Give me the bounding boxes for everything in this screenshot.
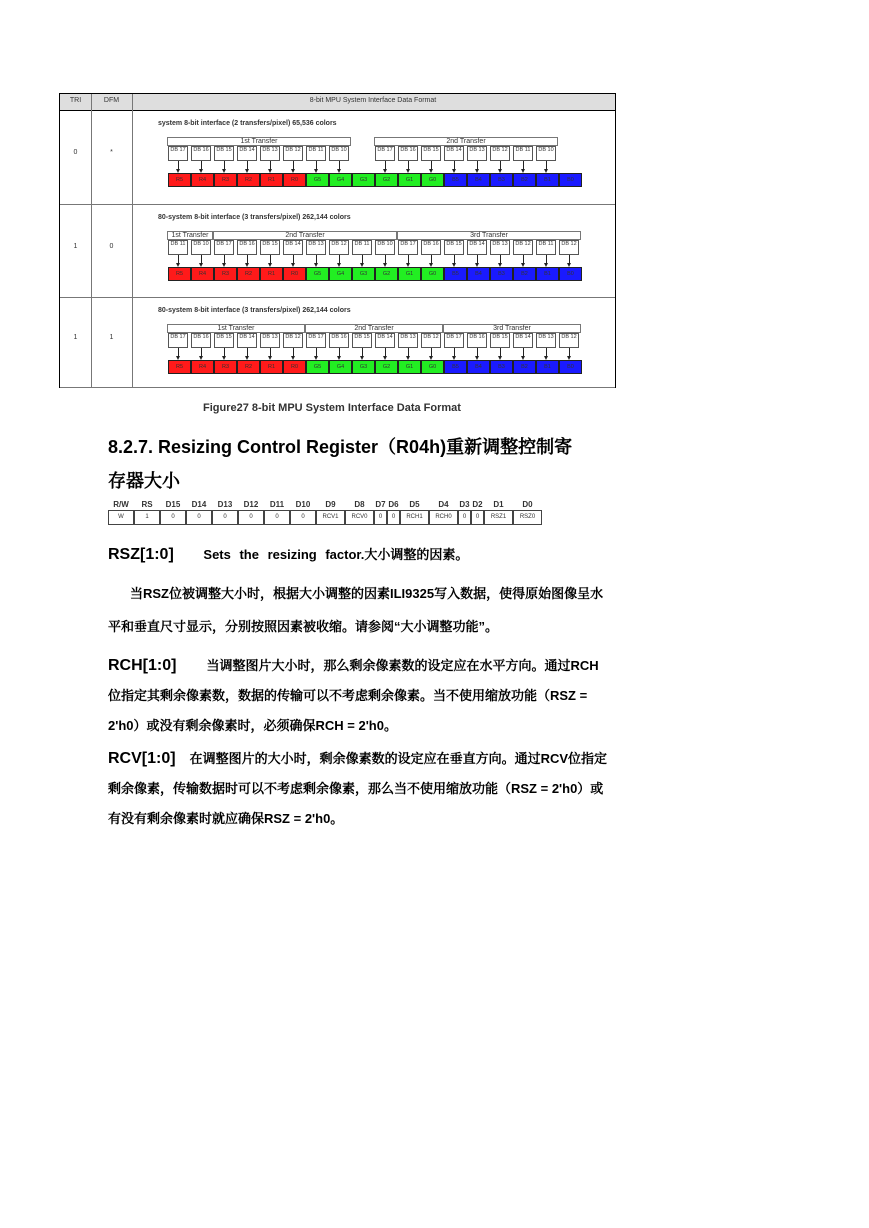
db-pin-cell: DB 17: [375, 146, 395, 161]
db-pin-cell: DB 13: [306, 240, 326, 255]
register-bit-value: RCV1: [316, 510, 345, 525]
pixel-bit-cell: G1: [398, 360, 421, 374]
arrow-icon: [477, 161, 478, 170]
arrow-icon: [178, 161, 179, 170]
register-bit-value: RCH0: [429, 510, 458, 525]
db-pin-cell: DB 14: [283, 240, 303, 255]
db-pin-cell: DB 15: [214, 146, 234, 161]
db-pin-cell: DB 10: [191, 240, 211, 255]
section-title: [108, 430, 608, 498]
pixel-bit-cell: R0: [283, 173, 306, 187]
arrow-icon: [201, 348, 202, 357]
arrow-icon: [247, 161, 248, 170]
register-bit-header: D13: [217, 500, 233, 509]
register-bit-value: 0: [290, 510, 316, 525]
register-bit-value: 0: [212, 510, 238, 525]
arrow-icon: [431, 161, 432, 170]
pixel-bit-cell: R3: [214, 173, 237, 187]
register-bit-header: D15: [165, 500, 181, 509]
db-pin-cell: DB 15: [444, 240, 464, 255]
arrow-icon: [224, 348, 225, 357]
arrow-icon: [316, 161, 317, 170]
register-bit-header: D12: [243, 500, 259, 509]
register-bit-value: 1: [134, 510, 160, 525]
arrow-icon: [385, 255, 386, 264]
register-bit-header: RS: [141, 500, 153, 509]
pixel-bit-cell: B3: [490, 267, 513, 281]
pixel-bit-cell: G1: [398, 173, 421, 187]
db-pin-cell: DB 17: [306, 333, 326, 348]
pixel-bit-cell: B5: [444, 267, 467, 281]
arrow-icon: [500, 348, 501, 357]
register-bit-value: 0: [186, 510, 212, 525]
transfer-group-label: 2nd Transfer: [213, 231, 397, 240]
register-bit-header: R/W: [113, 500, 129, 509]
arrow-icon: [523, 161, 524, 170]
arrow-icon: [523, 348, 524, 357]
rcv-paragraph: [108, 744, 608, 834]
interface-format-figure: [59, 93, 616, 388]
register-bit-header: D0: [522, 500, 533, 509]
arrow-icon: [178, 255, 179, 264]
register-bit-value: W: [108, 510, 134, 525]
db-pin-cell: DB 11: [513, 146, 533, 161]
row-dfm-value: *: [110, 149, 113, 156]
pixel-bit-cell: R5: [168, 360, 191, 374]
transfer-group-label: 1st Transfer: [167, 137, 351, 146]
db-pin-cell: DB 17: [168, 333, 188, 348]
pixel-bit-cell: B0: [559, 267, 582, 281]
section-title-line1: 8.2.7. Resizing Control Register（R04h)重新调整控制寄: [108, 437, 573, 457]
arrow-icon: [339, 161, 340, 170]
db-pin-cell: DB 12: [329, 240, 349, 255]
rch-label: RCH[1:0]: [108, 657, 177, 674]
db-pin-cell: DB 14: [513, 333, 533, 348]
pixel-bit-cell: R1: [260, 173, 283, 187]
pixel-bit-cell: R1: [260, 267, 283, 281]
pixel-bit-cell: G3: [352, 173, 375, 187]
format-row: [60, 297, 615, 388]
arrow-icon: [546, 255, 547, 264]
db-pin-cell: DB 16: [191, 146, 211, 161]
arrow-icon: [270, 348, 271, 357]
arrow-icon: [500, 161, 501, 170]
arrow-icon: [339, 348, 340, 357]
db-pin-cell: DB 13: [260, 333, 280, 348]
arrow-icon: [270, 255, 271, 264]
header-title: 8-bit MPU System Interface Data Format: [309, 97, 437, 104]
arrow-icon: [316, 255, 317, 264]
pixel-bit-cell: G5: [306, 267, 329, 281]
figure-header: [60, 94, 615, 111]
arrow-icon: [293, 255, 294, 264]
pixel-bit-cell: B1: [536, 173, 559, 187]
pixel-bit-cell: R2: [237, 267, 260, 281]
transfer-group-label: 3rd Transfer: [443, 324, 581, 333]
register-bit-value: RSZ0: [513, 510, 542, 525]
row-dfm-value: 0: [109, 242, 114, 250]
arrow-icon: [293, 348, 294, 357]
arrow-icon: [431, 255, 432, 264]
pixel-bit-cell: R5: [168, 267, 191, 281]
db-pin-cell: DB 12: [421, 333, 441, 348]
arrow-icon: [477, 255, 478, 264]
db-pin-cell: DB 14: [444, 146, 464, 161]
arrow-icon: [454, 348, 455, 357]
arrow-icon: [500, 255, 501, 264]
register-bit-header: D8: [354, 500, 365, 509]
arrow-icon: [362, 255, 363, 264]
register-bit-header: D7: [375, 500, 386, 509]
pixel-bit-cell: B3: [490, 173, 513, 187]
db-pin-cell: DB 15: [260, 240, 280, 255]
db-pin-cell: DB 13: [467, 146, 487, 161]
register-bit-value: 0: [471, 510, 484, 525]
arrow-icon: [546, 161, 547, 170]
transfer-group-label: 2nd Transfer: [374, 137, 558, 146]
rch-text: 当调整图片大小时，那么剩余像素数的设定应在水平方向。通过RCH位指定其剩余像素数，数据的传输可以不考虑剩余像素。当不使用缩放功能（RSZ = 2'h0）或没有剩余像素时，必须确保RCH = 2'h0。: [108, 658, 599, 733]
db-pin-cell: DB 13: [398, 333, 418, 348]
row-tri-value: 0: [73, 149, 78, 156]
db-pin-cell: DB 14: [375, 333, 395, 348]
pixel-bit-cell: B4: [467, 267, 490, 281]
arrow-icon: [569, 348, 570, 357]
pixel-bit-cell: G0: [421, 173, 444, 187]
db-pin-cell: DB 10: [536, 146, 556, 161]
row-tri-value: 1: [73, 334, 78, 341]
arrow-icon: [339, 255, 340, 264]
db-pin-cell: DB 15: [490, 333, 510, 348]
pixel-bit-cell: G4: [329, 173, 352, 187]
arrow-icon: [385, 161, 386, 170]
arrow-icon: [431, 348, 432, 357]
row-tri-value: 1: [73, 242, 78, 250]
pixel-bit-cell: G4: [329, 360, 352, 374]
register-bit-header: D11: [269, 500, 285, 509]
db-pin-cell: DB 12: [490, 146, 510, 161]
rsz-text: Sets the resizing factor.大小调整的因素。: [203, 547, 469, 562]
pixel-bit-cell: G2: [375, 173, 398, 187]
db-pin-cell: DB 16: [237, 240, 257, 255]
register-bit-header: D9: [325, 500, 336, 509]
register-bit-value: RCV0: [345, 510, 374, 525]
format-row: [60, 110, 615, 205]
arrow-icon: [408, 348, 409, 357]
pixel-bit-cell: B1: [536, 360, 559, 374]
pixel-bit-cell: B5: [444, 173, 467, 187]
db-pin-cell: DB 16: [191, 333, 211, 348]
db-pin-cell: DB 12: [283, 146, 303, 161]
row-interface-title: 80-system 8-bit interface (3 transfers/pixel) 262,144 colors: [158, 214, 351, 221]
db-pin-cell: DB 12: [513, 240, 533, 255]
pixel-bit-cell: B0: [559, 360, 582, 374]
register-bit-header: D3: [459, 500, 470, 509]
transfer-group-label: 2nd Transfer: [305, 324, 443, 333]
arrow-icon: [224, 255, 225, 264]
pixel-bit-cell: G2: [375, 360, 398, 374]
pixel-bit-cell: G2: [375, 267, 398, 281]
db-pin-cell: DB 13: [536, 333, 556, 348]
register-bit-value: RCH1: [400, 510, 429, 525]
register-bit-header: D2: [472, 500, 483, 509]
arrow-icon: [293, 161, 294, 170]
register-bit-header: D4: [438, 500, 449, 509]
db-pin-cell: DB 12: [559, 333, 579, 348]
arrow-icon: [454, 161, 455, 170]
arrow-icon: [408, 255, 409, 264]
rch-paragraph: [108, 651, 608, 741]
arrow-icon: [477, 348, 478, 357]
register-bit-header: D5: [409, 500, 420, 509]
db-pin-cell: DB 16: [421, 240, 441, 255]
row-interface-title: 80-system 8-bit interface (3 transfers/pixel) 262,144 colors: [158, 307, 351, 314]
header-tri: TRI: [69, 97, 82, 104]
pixel-bit-cell: B2: [513, 173, 536, 187]
db-pin-cell: DB 11: [306, 146, 326, 161]
arrow-icon: [316, 348, 317, 357]
pixel-bit-cell: B4: [467, 360, 490, 374]
db-pin-cell: DB 17: [398, 240, 418, 255]
db-pin-cell: DB 10: [329, 146, 349, 161]
pixel-bit-cell: B5: [444, 360, 467, 374]
arrow-icon: [201, 161, 202, 170]
db-pin-cell: DB 13: [490, 240, 510, 255]
arrow-icon: [247, 255, 248, 264]
header-dfm: DFM: [103, 97, 120, 104]
pixel-bit-cell: B2: [513, 360, 536, 374]
db-pin-cell: DB 17: [214, 240, 234, 255]
arrow-icon: [546, 348, 547, 357]
pixel-bit-cell: B3: [490, 360, 513, 374]
register-bit-value: 0: [374, 510, 387, 525]
arrow-icon: [224, 161, 225, 170]
db-pin-cell: DB 12: [559, 240, 579, 255]
pixel-bit-cell: G0: [421, 267, 444, 281]
register-bit-header: D10: [295, 500, 311, 509]
pixel-bit-cell: R4: [191, 267, 214, 281]
row-interface-title: system 8-bit interface (2 transfers/pixel) 65,536 colors: [158, 120, 337, 127]
pixel-bit-cell: R3: [214, 267, 237, 281]
register-bit-value: RSZ1: [484, 510, 513, 525]
rsz-body: 当RSZ位被调整大小时，根据大小调整的因素ILI9325写入数据，使得原始图像呈水平和垂直尺寸显示，分别按照因素被收缩。请参阅“大小调整功能”。: [108, 586, 604, 634]
pixel-bit-cell: B1: [536, 267, 559, 281]
format-row: [60, 204, 615, 298]
db-pin-cell: DB 11: [168, 240, 188, 255]
transfer-group-label: 3rd Transfer: [397, 231, 581, 240]
rcv-label: RCV[1:0]: [108, 750, 176, 767]
db-pin-cell: DB 13: [260, 146, 280, 161]
figure-caption: Figure27 8-bit MPU System Interface Data Format: [203, 402, 461, 414]
pixel-bit-cell: G5: [306, 173, 329, 187]
pixel-bit-cell: G3: [352, 267, 375, 281]
db-pin-cell: DB 15: [352, 333, 372, 348]
arrow-icon: [178, 348, 179, 357]
db-pin-cell: DB 16: [398, 146, 418, 161]
transfer-group-label: 1st Transfer: [167, 324, 305, 333]
arrow-icon: [247, 348, 248, 357]
pixel-bit-cell: R4: [191, 360, 214, 374]
db-pin-cell: DB 11: [536, 240, 556, 255]
rcv-text: 在调整图片的大小时，剩余像素数的设定应在垂直方向。通过RCV位指定剩余像素，传输数据时可以不考虑剩余像素，那么当不使用缩放功能（RSZ = 2'h0）或有没有剩余像素时就应确保RSZ = 2'h0。: [108, 751, 608, 826]
pixel-bit-cell: R0: [283, 360, 306, 374]
db-pin-cell: DB 17: [444, 333, 464, 348]
pixel-bit-cell: R4: [191, 173, 214, 187]
pixel-bit-cell: G4: [329, 267, 352, 281]
arrow-icon: [454, 255, 455, 264]
db-pin-cell: DB 14: [237, 146, 257, 161]
arrow-icon: [408, 161, 409, 170]
register-bit-header: D1: [493, 500, 504, 509]
register-bit-value: 0: [387, 510, 400, 525]
arrow-icon: [201, 255, 202, 264]
db-pin-cell: DB 17: [168, 146, 188, 161]
register-bit-value: 0: [264, 510, 290, 525]
pixel-bit-cell: R2: [237, 360, 260, 374]
pixel-bit-cell: R5: [168, 173, 191, 187]
arrow-icon: [385, 348, 386, 357]
rsz-label: RSZ[1:0]: [108, 546, 174, 563]
pixel-bit-cell: R3: [214, 360, 237, 374]
db-pin-cell: DB 15: [214, 333, 234, 348]
db-pin-cell: DB 14: [467, 240, 487, 255]
db-pin-cell: DB 15: [421, 146, 441, 161]
pixel-bit-cell: R1: [260, 360, 283, 374]
db-pin-cell: DB 11: [352, 240, 372, 255]
section-title-line2: 存器大小: [108, 471, 180, 491]
arrow-icon: [569, 255, 570, 264]
register-bit-value: 0: [458, 510, 471, 525]
db-pin-cell: DB 12: [283, 333, 303, 348]
pixel-bit-cell: R2: [237, 173, 260, 187]
row-dfm-value: 1: [109, 334, 114, 341]
transfer-group-label: 1st Transfer: [167, 231, 213, 240]
db-pin-cell: DB 16: [329, 333, 349, 348]
register-bit-value: 0: [160, 510, 186, 525]
pixel-bit-cell: G3: [352, 360, 375, 374]
db-pin-cell: DB 10: [375, 240, 395, 255]
pixel-bit-cell: G1: [398, 267, 421, 281]
register-bit-value: 0: [238, 510, 264, 525]
arrow-icon: [362, 348, 363, 357]
register-bit-header: D14: [191, 500, 207, 509]
db-pin-cell: DB 14: [237, 333, 257, 348]
pixel-bit-cell: B0: [559, 173, 582, 187]
arrow-icon: [270, 161, 271, 170]
pixel-bit-cell: G5: [306, 360, 329, 374]
pixel-bit-cell: R0: [283, 267, 306, 281]
db-pin-cell: DB 16: [467, 333, 487, 348]
pixel-bit-cell: B4: [467, 173, 490, 187]
register-bit-header: D6: [388, 500, 399, 509]
pixel-bit-cell: B2: [513, 267, 536, 281]
rsz-heading: [108, 539, 608, 570]
pixel-bit-cell: G0: [421, 360, 444, 374]
arrow-icon: [523, 255, 524, 264]
